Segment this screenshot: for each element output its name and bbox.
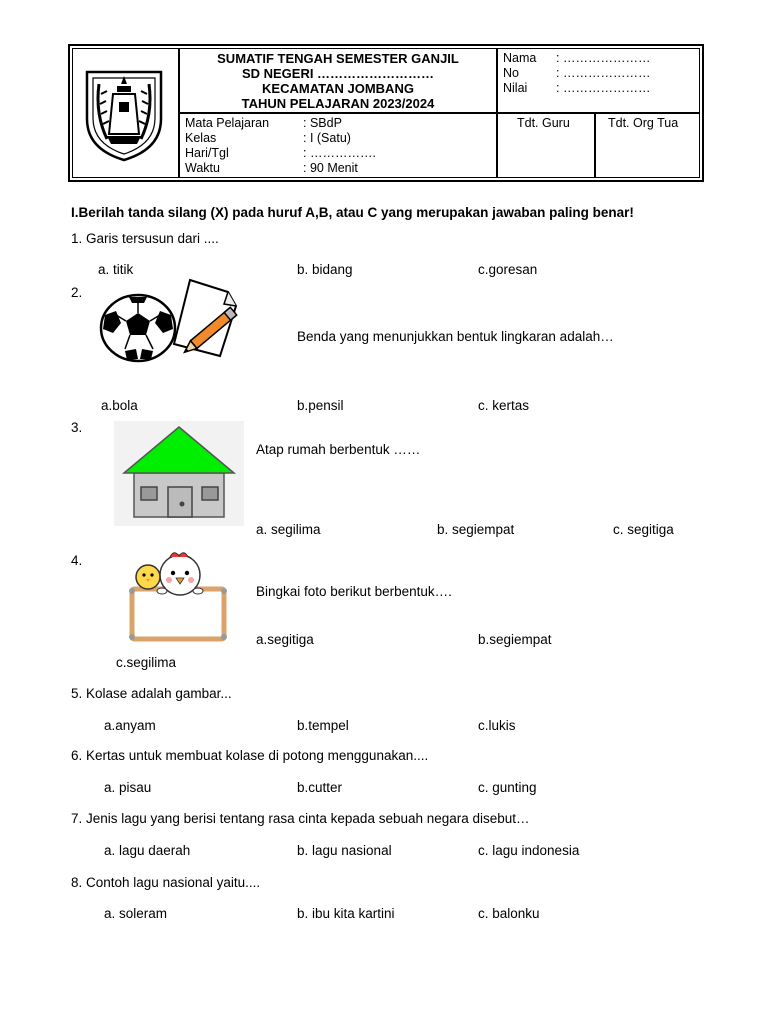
question-8: 8. Contoh lagu nasional yaitu.... <box>71 875 261 890</box>
option-1b[interactable]: b. bidang <box>297 262 353 277</box>
option-3a[interactable]: a. segilima <box>256 522 321 537</box>
option-3b[interactable]: b. segiempat <box>437 522 515 537</box>
parent-signature-label: Tdt. Org Tua <box>608 116 679 130</box>
question-4-text: Bingkai foto berikut berbentuk…. <box>256 584 452 599</box>
exam-title: SUMATIF TENGAH SEMESTER GANJIL <box>217 51 459 66</box>
option-5c[interactable]: c.lukis <box>478 718 516 733</box>
question-5: 5. Kolase adalah gambar... <box>71 686 232 701</box>
option-6c[interactable]: c. gunting <box>478 780 537 795</box>
option-1c[interactable]: c.goresan <box>478 262 538 277</box>
option-6a[interactable]: a. pisau <box>104 780 152 795</box>
paper-pencil-icon <box>170 278 250 360</box>
score-field[interactable]: : ………………… <box>556 81 651 95</box>
house-icon <box>114 421 244 526</box>
class-value: : I (Satu) <box>303 131 351 145</box>
option-5a[interactable]: a.anyam <box>104 718 156 733</box>
question-4-number: 4. <box>71 553 83 568</box>
number-label: No <box>503 66 519 80</box>
school-name: SD NEGERI ……………………… <box>241 66 435 81</box>
soccer-ball-icon <box>99 293 179 363</box>
option-4b[interactable]: b.segiempat <box>478 632 552 647</box>
date-field[interactable]: : ……………. <box>303 146 376 160</box>
option-8b[interactable]: b. ibu kita kartini <box>297 906 395 921</box>
option-3c[interactable]: c. segitiga <box>613 522 674 537</box>
option-4c[interactable]: c.segilima <box>116 655 177 670</box>
option-1a[interactable]: a. titik <box>98 262 134 277</box>
subject-value: : SBdP <box>303 116 342 130</box>
score-label: Nilai <box>503 81 528 95</box>
name-label: Nama <box>503 51 537 65</box>
question-3-text: Atap rumah berbentuk …… <box>256 442 421 457</box>
instruction: I.Berilah tanda silang (X) pada huruf A,B, atau C yang merupakan jawaban paling benar! <box>71 205 634 220</box>
chick-frame-icon <box>124 551 234 643</box>
divider <box>594 113 596 178</box>
option-7a[interactable]: a. lagu daerah <box>104 843 191 858</box>
school-emblem-icon <box>77 64 171 164</box>
question-3-number: 3. <box>71 420 83 435</box>
option-8a[interactable]: a. soleram <box>104 906 168 921</box>
academic-year: TAHUN PELAJARAN 2023/2024 <box>241 96 435 111</box>
duration-value: : 90 Menit <box>303 161 358 175</box>
teacher-signature-label: Tdt. Guru <box>517 116 570 130</box>
option-2a[interactable]: a.bola <box>101 398 138 413</box>
option-7b[interactable]: b. lagu nasional <box>297 843 392 858</box>
option-7c[interactable]: c. lagu indonesia <box>478 843 580 858</box>
question-6: 6. Kertas untuk membuat kolase di potong menggunakan.... <box>71 748 429 763</box>
option-8c[interactable]: c. balonku <box>478 906 540 921</box>
duration-label: Waktu <box>185 161 220 175</box>
option-2b[interactable]: b.pensil <box>297 398 344 413</box>
name-field[interactable]: : ………………… <box>556 51 651 65</box>
option-2c[interactable]: c. kertas <box>478 398 530 413</box>
option-6b[interactable]: b.cutter <box>297 780 343 795</box>
class-label: Kelas <box>185 131 217 145</box>
district-name: KECAMATAN JOMBANG <box>262 81 414 96</box>
option-5b[interactable]: b.tempel <box>297 718 349 733</box>
question-1: 1. Garis tersusun dari .... <box>71 231 219 246</box>
option-4a[interactable]: a.segitiga <box>256 632 314 647</box>
question-2-number: 2. <box>71 285 83 300</box>
number-field[interactable]: : ………………… <box>556 66 651 80</box>
question-7: 7. Jenis lagu yang berisi tentang rasa cinta kepada sebuah negara disebut… <box>71 811 530 826</box>
question-2-text: Benda yang menunjukkan bentuk lingkaran adalah… <box>297 329 614 344</box>
divider <box>178 112 700 114</box>
date-label: Hari/Tgl <box>185 146 229 160</box>
subject-label: Mata Pelajaran <box>185 116 270 130</box>
